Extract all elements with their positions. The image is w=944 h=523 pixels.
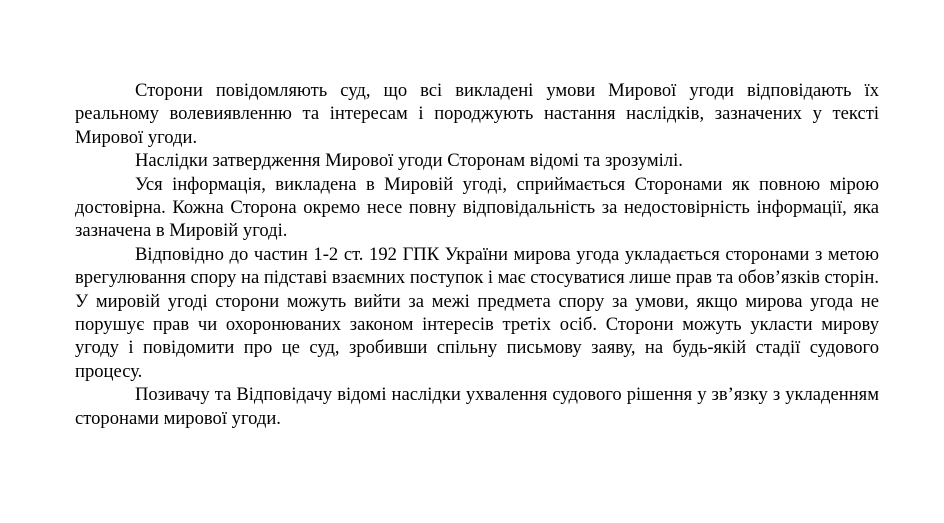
paragraph-court-decision-consequences: Позивачу та Відповідачу відомі наслідки ухвалення судового рішення у зв’язку з укладенням сторонами мирової угоди. (75, 384, 879, 429)
document-body (75, 79, 879, 430)
paragraph-information-reliable: Уся інформація, викладена в Мировій угоді, сприймається Сторонами як повною мірою достовірна. Кожна Сторона окремо несе повну відповідальність за недостовірність інформації, яка зазначена в Мировій угоді. (75, 173, 879, 242)
paragraph-consequences-known: Наслідки затвердження Мирової угоди Сторонам відомі та зрозумілі. (135, 150, 683, 172)
paragraph-parties-notify-court: Сторони повідомляють суд, що всі викладені умови Мирової угоди відповідають їх реальному волевиявленню та інтересам і породжують настання наслідків, зазначених у тексті Мирової угоди. (75, 80, 879, 148)
paragraph-legal-basis: Відповідно до частин 1-2 ст. 192 ГПК України мирова угода укладається сторонами з метою врегулювання спору на підставі взаємних поступок і має стосуватися лише прав та обов’язків сторін. У мировій угоді сторони можуть вийти за межі предмета спору за умови, якщо мирова угода не порушує прав чи охоронюваних законом інтересів третіх осіб. Сторони можуть укласти мирову угоду і повідомити про це суд, зробивши спільну письмову заяву, на будь-якій стадії судового процесу. (75, 243, 879, 382)
